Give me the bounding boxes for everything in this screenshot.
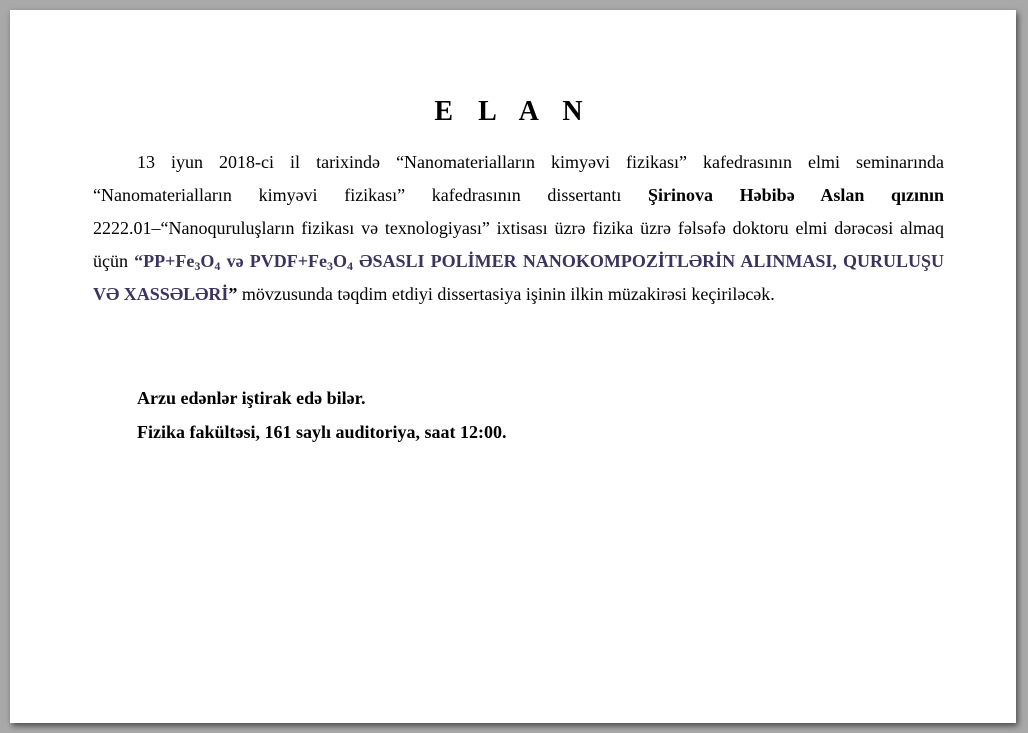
topic-part: və PVDF+Fe [220, 251, 327, 271]
document-page [10, 10, 1016, 723]
subscript: 3 [194, 259, 201, 273]
topic-part: “PP+Fe [134, 251, 195, 271]
paragraph-tail: mövzusunda təqdim etdiyi dissertasiya işinin ilkin müzakirəsi keçiriləcək. [237, 284, 775, 304]
topic-part: O [332, 251, 347, 271]
dissertant-name: Şirinova Həbibə Aslan qızının [648, 185, 945, 205]
announcement-paragraph [93, 146, 944, 311]
paragraph-middle: 2222.01–“Nanoquruluşların fizikası və texnologiyası” ixtisası üzrə fizika üzrə fəlsəfə doktoru elmi dərəcəsi almaq üçün [93, 218, 944, 271]
topic-close-quote: ” [228, 284, 238, 304]
invitation-note: Arzu edənlər iştirak edə bilər. [137, 388, 366, 408]
subscript: 3 [326, 259, 333, 273]
paragraph-intro: 13 iyun 2018-ci il tarixində “Nanomaterialların kimyəvi fizikası” kafedrasının elmi seminarında “Nanomaterialların kimyəvi fizikası” kafedrasının dissertantı [93, 152, 944, 205]
location-note: Fizika fakültəsi, 161 saylı auditoriya, saat 12:00. [137, 422, 507, 442]
topic-part: O [200, 251, 215, 271]
document-title: E L A N [434, 96, 592, 127]
topic-part: ƏSASLI POLİMER NANOKOMPOZİTLƏRİN ALINMASI, QURULUŞU VƏ XASSƏLƏRİ [93, 251, 945, 304]
subscript: 4 [214, 259, 221, 273]
subscript: 4 [347, 259, 353, 273]
